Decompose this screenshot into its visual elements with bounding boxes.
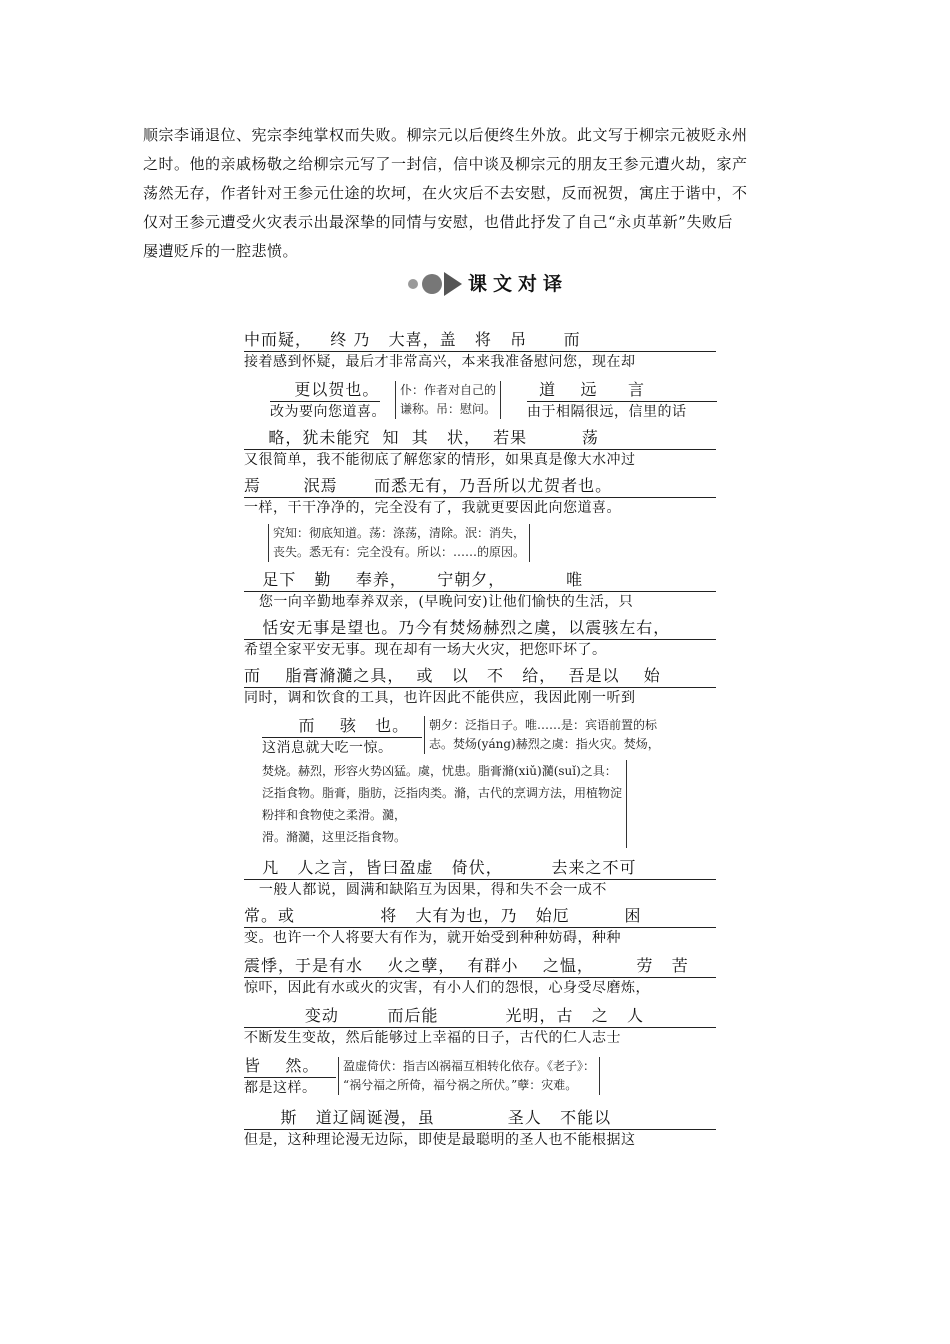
original-text: 皆 然。 (244, 1056, 336, 1078)
intro-line: 荡然无存，作者针对王参元仕途的坎坷，在火灾后不去安慰，反而祝贺，寓庄于谐中，不 (143, 184, 748, 202)
translation-row (244, 1056, 336, 1098)
original-text: 道 远 言 (527, 380, 717, 402)
translation-text: 一般人都说，圆满和缺陷互为因果，得和失不会一成不 (244, 882, 607, 898)
original-text: 更以贺也。 (270, 380, 380, 402)
translation-row (244, 666, 716, 708)
translation-text: 这消息就大吃一惊。 (262, 740, 393, 756)
original-text: 而 脂膏滫瀡之具， 或 以 不 给， 吾是以 始 (244, 666, 716, 688)
translation-row (244, 956, 716, 998)
translation-row (527, 380, 717, 422)
translation-text: 希望全家平安无事。现在却有一场大火灾，把您吓坏了。 (244, 642, 607, 658)
translation-row (244, 618, 716, 660)
translation-text: 都是这样。 (244, 1080, 317, 1096)
translation-text: 同时，调和饮食的工具，也许因此不能供应，我因此刚一听到 (244, 690, 636, 706)
translation-text: 您一向辛勤地奉养双亲，(早晚问安)让他们愉快的生活，只 (244, 594, 634, 610)
decorative-dot-icon (408, 279, 418, 289)
original-text: 常。或 将 大有为也，乃 始厄 困 (244, 906, 716, 928)
original-text: 略，犹未能究 知 其 状， 若果 荡 (244, 428, 716, 450)
original-text: 恬安无事是望也。乃今有焚炀赫烈之虞，以震骇左右， (244, 618, 716, 640)
section-banner (402, 268, 582, 298)
translation-text: 又很简单，我不能彻底了解您家的情形，如果真是像大水冲过 (244, 452, 636, 468)
intro-line: 仅对王参元遭受火灾表示出最深挚的同情与安慰，也借此抒发了自己“永贞革新”失败后 (143, 213, 733, 231)
translation-row (244, 1108, 716, 1150)
intro-line: 屡遭贬斥的一腔悲愤。 (143, 242, 299, 260)
arrow-icon (444, 272, 462, 296)
annotation-note: 仆：作者对自己的 谦称。吊：慰问。 (395, 381, 501, 419)
translation-row (244, 476, 716, 518)
original-text: 而 骇 也。 (262, 716, 422, 738)
translation-text: 接着感到怀疑，最后才非常高兴，本来我准备慰问您，现在却 (244, 354, 636, 370)
annotation-note: 究知：彻底知道。荡：涤荡，清除。泯：消失， 丧失。悉无有：完全没有。所以：……的原因。 (268, 524, 530, 562)
translation-text: 惊吓，因此有水或火的灾害，有小人们的怨恨，心身受尽磨炼， (244, 980, 650, 996)
translation-text: 但是，这种理论漫无边际，即使是最聪明的圣人也不能根据这 (244, 1132, 636, 1148)
annotation-note: 朝夕：泛指日子。唯……是：宾语前置的标 志。焚炀(yáng)赫烈之虞：指火灾。焚炀， (424, 716, 660, 754)
annotation-note: 焚烧。赫烈，形容火势凶猛。虞，忧患。脂膏滫(xiǔ)瀡(suǐ)之具： 泛指食物。脂膏，脂肪，泛指肉类。滫，古代的烹调方法，用植物淀 粉拌和食物使之柔滑。瀡， 滑。滫瀡，这里泛指食物。 (262, 760, 627, 848)
translation-row (244, 330, 716, 372)
original-text: 足下 勤 奉养， 宁朝夕， 唯 (244, 570, 716, 592)
translation-text: 改为要向您道喜。 (270, 404, 386, 420)
translation-text: 一样，干干净净的，完全没有了，我就更要因此向您道喜。 (244, 500, 621, 516)
intro-line: 顺宗李诵退位、宪宗李纯掌权而失败。柳宗元以后便终生外放。此文写于柳宗元被贬永州 (143, 126, 748, 144)
translation-text: 不断发生变故，然后能够过上幸福的日子，古代的仁人志士 (244, 1030, 621, 1046)
translation-row (244, 906, 716, 948)
original-text: 震悸，于是有水 火之孽， 有群小 之愠， 劳 苦 (244, 956, 716, 978)
translation-row (270, 380, 386, 422)
translation-row (244, 570, 716, 612)
original-text: 凡 人之言，皆曰盈虚 倚伏， 去来之不可 (244, 858, 716, 880)
original-text: 焉 泯焉 而悉无有，乃吾所以尤贺者也。 (244, 476, 716, 498)
original-text: 中而疑， 终 乃 大喜，盖 将 吊 而 (244, 330, 716, 352)
translation-row (244, 1006, 716, 1048)
decorative-dot-icon (422, 274, 442, 294)
intro-paragraph (143, 121, 811, 266)
section-title: 课文对译 (468, 273, 569, 295)
translation-row (244, 858, 716, 900)
translation-row (244, 428, 716, 470)
translation-text: 变。也许一个人将要大有作为，就开始受到种种妨碍，种种 (244, 930, 621, 946)
translation-text: 由于相隔很远，信里的话 (527, 404, 687, 420)
annotation-note: 盈虚倚伏：指吉凶祸福互相转化依存。《老子》： “祸兮福之所倚，福兮祸之所伏。”孽：灾难。 (338, 1057, 600, 1095)
original-text: 斯 道辽阔诞漫，虽 圣人 不能以 (244, 1108, 716, 1130)
original-text: 变动 而后能 光明，古 之 人 (244, 1006, 716, 1028)
intro-line: 之时。他的亲戚杨敬之给柳宗元写了一封信，信中谈及柳宗元的朋友王参元遭火劫，家产 (143, 155, 748, 173)
translation-row (262, 716, 422, 758)
